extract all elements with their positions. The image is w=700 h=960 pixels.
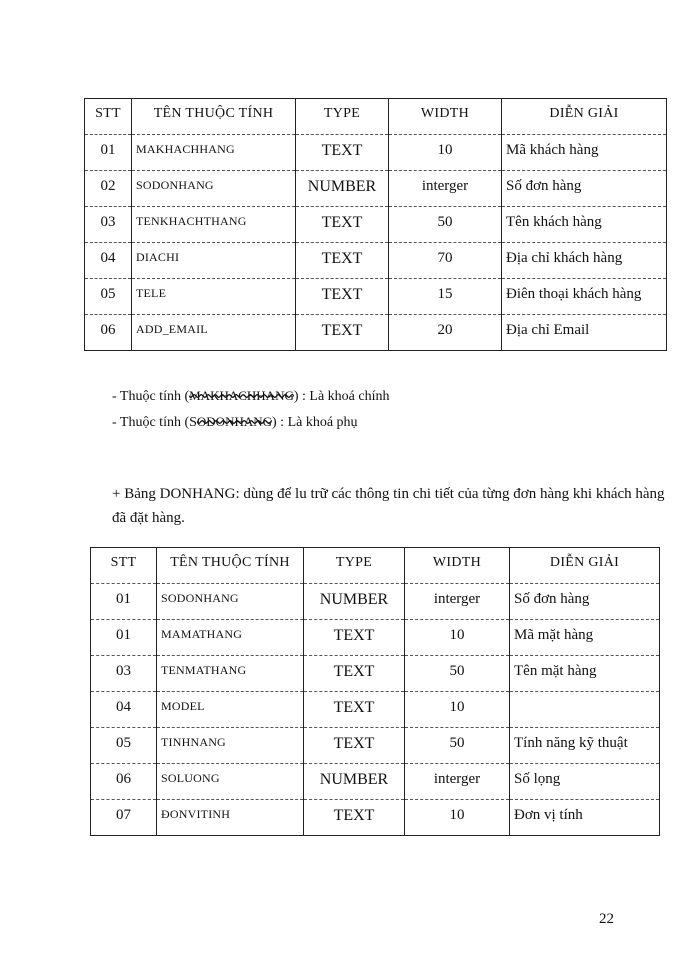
cell-stt: 01 [85, 135, 132, 171]
cell-description: Mã khách hàng [502, 135, 667, 171]
attribute-table-khachhang [84, 98, 667, 351]
cell-stt: 05 [85, 279, 132, 315]
cell-type: TEXT [296, 135, 389, 171]
header-type: TYPE [304, 548, 405, 584]
note-suffix: ) : Là khoá phụ [272, 415, 358, 430]
cell-description: Địa chỉ Email [502, 315, 667, 351]
cell-stt: 03 [85, 207, 132, 243]
cell-description: Đơn vị tính [510, 800, 660, 836]
cell-name: MODEL [157, 692, 304, 728]
note-prefix: - Thuộc tính (S [112, 415, 197, 430]
cell-type: TEXT [296, 243, 389, 279]
cell-width: interger [389, 171, 502, 207]
header-width: WIDTH [389, 99, 502, 135]
cell-width: 10 [405, 692, 510, 728]
cell-name: TENKHACHTHANG [132, 207, 296, 243]
table-header-row [91, 548, 660, 584]
cell-width: 50 [405, 656, 510, 692]
cell-description [510, 692, 660, 728]
cell-stt: 01 [91, 584, 157, 620]
cell-type: TEXT [296, 315, 389, 351]
table-row [85, 315, 667, 351]
cell-stt: 03 [91, 656, 157, 692]
cell-name: DIACHI [132, 243, 296, 279]
cell-description: Số đơn hàng [502, 171, 667, 207]
cell-name: TINHNANG [157, 728, 304, 764]
attribute-table-donhang [90, 547, 660, 836]
cell-name: ADD_EMAIL [132, 315, 296, 351]
cell-width: 15 [389, 279, 502, 315]
cell-type: TEXT [304, 620, 405, 656]
table-row [91, 620, 660, 656]
cell-width: 10 [389, 135, 502, 171]
cell-name: SODONHANG [132, 171, 296, 207]
header-stt: STT [85, 99, 132, 135]
cell-stt: 06 [91, 764, 157, 800]
header-description: DIỄN GIẢI [510, 548, 660, 584]
cell-type: TEXT [304, 728, 405, 764]
note-prefix: - Thuộc tính ( [112, 389, 190, 404]
cell-stt: 07 [91, 800, 157, 836]
cell-stt: 04 [85, 243, 132, 279]
cell-description: Địa chỉ khách hàng [502, 243, 667, 279]
table-row [85, 207, 667, 243]
cell-stt: 02 [85, 171, 132, 207]
table-row [91, 800, 660, 836]
header-stt: STT [91, 548, 157, 584]
header-width: WIDTH [405, 548, 510, 584]
cell-type: TEXT [304, 800, 405, 836]
table-row [85, 171, 667, 207]
cell-description: Điên thoại khách hàng [502, 279, 667, 315]
note-key: MAKHACHHANG [189, 388, 294, 403]
page-number: 22 [599, 911, 614, 927]
cell-type: TEXT [304, 692, 405, 728]
cell-name: TENMATHANG [157, 656, 304, 692]
cell-name: MAMATHANG [157, 620, 304, 656]
table-row [91, 584, 660, 620]
foreign-key-note [112, 414, 358, 431]
cell-description: Số lọng [510, 764, 660, 800]
cell-width: 10 [405, 620, 510, 656]
cell-description: Tên mặt hàng [510, 656, 660, 692]
header-attribute-name: TÊN THUỘC TÍNH [132, 99, 296, 135]
cell-width: interger [405, 584, 510, 620]
cell-stt: 05 [91, 728, 157, 764]
note-suffix: ) : Là khoá chính [293, 389, 390, 404]
primary-key-note [112, 388, 390, 405]
cell-type: TEXT [296, 279, 389, 315]
cell-width: 50 [405, 728, 510, 764]
cell-name: TELE [132, 279, 296, 315]
table-row [85, 135, 667, 171]
header-type: TYPE [296, 99, 389, 135]
cell-type: NUMBER [296, 171, 389, 207]
cell-width: 50 [389, 207, 502, 243]
donhang-description-paragraph: + Bảng DONHANG: dùng để lu trữ các thông tin chi tiết của từng đơn hàng khi khách hàng đã đặt hàng. [112, 486, 665, 526]
cell-description: Số đơn hàng [510, 584, 660, 620]
cell-type: NUMBER [304, 584, 405, 620]
cell-name: ĐONVITINH [157, 800, 304, 836]
cell-type: TEXT [296, 207, 389, 243]
table-row [85, 279, 667, 315]
cell-width: 70 [389, 243, 502, 279]
table-row [91, 692, 660, 728]
cell-description: Tính năng kỹ thuật [510, 728, 660, 764]
header-attribute-name: TÊN THUỘC TÍNH [157, 548, 304, 584]
table-row [91, 656, 660, 692]
table-row [85, 243, 667, 279]
cell-width: interger [405, 764, 510, 800]
table-row [91, 728, 660, 764]
cell-stt: 01 [91, 620, 157, 656]
cell-name: SODONHANG [157, 584, 304, 620]
table-header-row [85, 99, 667, 135]
cell-width: 10 [405, 800, 510, 836]
cell-name: SOLUONG [157, 764, 304, 800]
cell-description: Tên khách hàng [502, 207, 667, 243]
note-key: ODONHANG [196, 414, 273, 429]
cell-type: TEXT [304, 656, 405, 692]
table-row [91, 764, 660, 800]
cell-width: 20 [389, 315, 502, 351]
cell-stt: 06 [85, 315, 132, 351]
cell-type: NUMBER [304, 764, 405, 800]
cell-stt: 04 [91, 692, 157, 728]
cell-description: Mã mặt hàng [510, 620, 660, 656]
header-description: DIỄN GIẢI [502, 99, 667, 135]
cell-name: MAKHACHHANG [132, 135, 296, 171]
